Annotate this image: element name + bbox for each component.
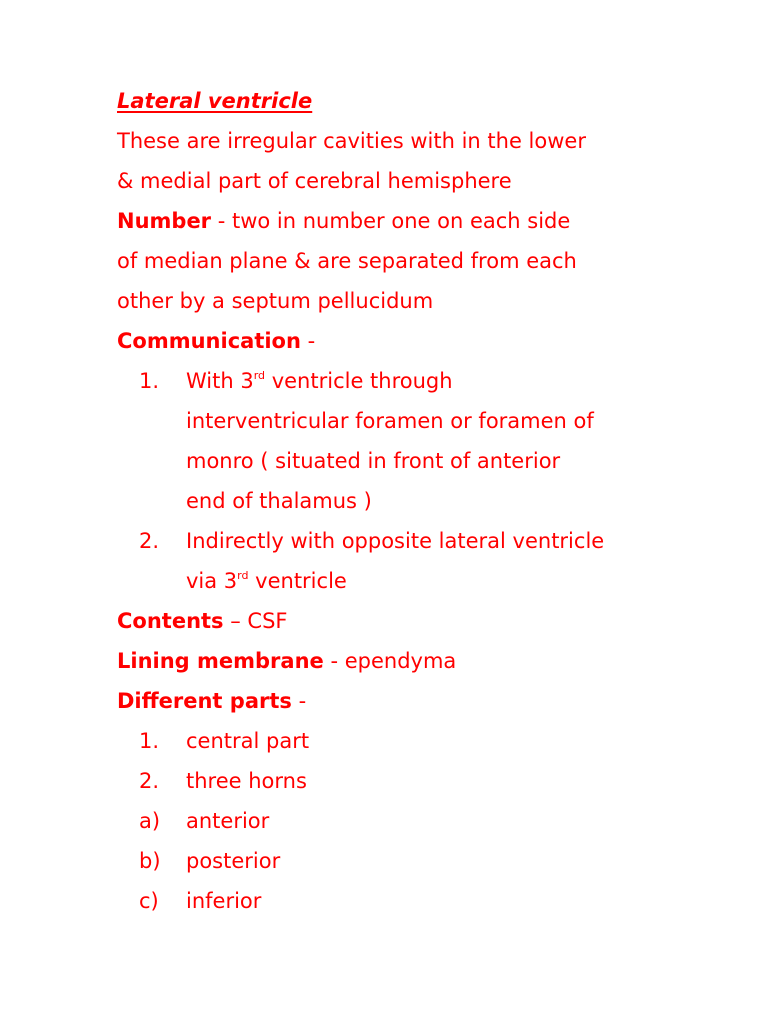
list-marker: 1. <box>139 729 160 753</box>
list-item <box>117 521 737 561</box>
item-text: ventricle <box>248 569 347 593</box>
lining-label: Lining membrane <box>117 649 324 673</box>
item-text: ventricle through <box>265 369 453 393</box>
superscript: rd <box>237 569 249 582</box>
number-line: of median plane & are separated from each <box>117 249 577 273</box>
list-item <box>117 721 737 761</box>
intro-line: & medial part of cerebral hemisphere <box>117 169 512 193</box>
list-marker: 2. <box>139 769 160 793</box>
parts-label: Different parts <box>117 689 292 713</box>
list-item-continuation: end of thalamus ) <box>186 489 372 513</box>
list-item-continuation <box>117 561 737 601</box>
lining-value: - ependyma <box>323 649 457 673</box>
heading-line <box>117 81 737 121</box>
item-text: anterior <box>186 809 270 833</box>
item-text: posterior <box>186 849 281 873</box>
number-label: Number <box>117 209 212 233</box>
contents-line <box>117 601 737 641</box>
list-marker: b) <box>139 849 161 873</box>
lining-line <box>117 641 737 681</box>
list-marker: 2. <box>139 529 160 553</box>
list-item-continuation: monro ( situated in front of anterior <box>186 449 561 473</box>
item-text: three horns <box>186 769 307 793</box>
communication-label: Communication <box>117 329 301 353</box>
list-item <box>117 801 737 841</box>
list-item <box>117 761 737 801</box>
document-body <box>117 81 737 921</box>
list-marker: 1. <box>139 369 160 393</box>
superscript: rd <box>253 369 266 382</box>
contents-label: Contents <box>117 609 224 633</box>
list-marker: c) <box>139 889 159 913</box>
communication-heading <box>117 321 737 361</box>
number-text: - two in number one on each side <box>211 209 571 233</box>
intro-line: These are irregular cavities with in the lower <box>117 129 586 153</box>
list-item <box>117 881 737 921</box>
item-text: via 3 <box>186 569 238 593</box>
parts-heading <box>117 681 737 721</box>
list-item <box>117 361 737 401</box>
page-title: Lateral ventricle <box>117 89 313 113</box>
item-text: central part <box>186 729 310 753</box>
communication-suffix: - <box>300 329 316 353</box>
item-text: With 3 <box>186 369 254 393</box>
number-line: other by a septum pellucidum <box>117 289 434 313</box>
contents-value: – CSF <box>223 609 288 633</box>
item-text: Indirectly with opposite lateral ventricle <box>186 529 605 553</box>
number-line <box>117 201 737 241</box>
list-marker: a) <box>139 809 161 833</box>
parts-suffix: - <box>291 689 307 713</box>
list-item <box>117 841 737 881</box>
list-item-continuation: interventricular foramen or foramen of <box>186 409 594 433</box>
item-text: inferior <box>186 889 262 913</box>
